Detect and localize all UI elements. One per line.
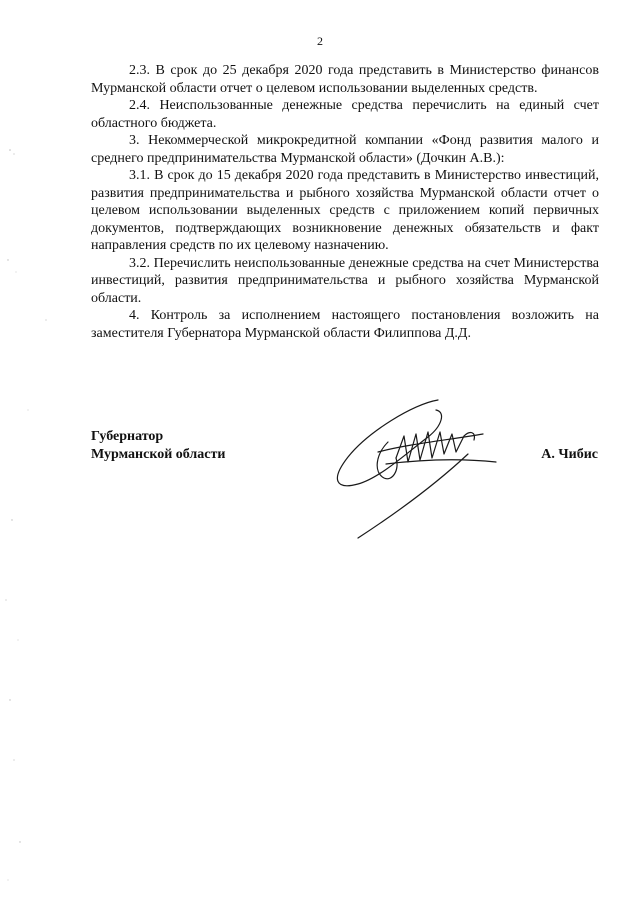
signatory-name: А. Чибис — [541, 447, 598, 462]
signatory-title-line1: Губернатор — [91, 429, 164, 444]
handwritten-signature-icon — [318, 392, 508, 542]
page-number: 2 — [317, 34, 323, 48]
paragraph-3-2: 3.2. Перечислить неиспользованные денежные средства на счет Министерства инвестиций, развития предпринимательства и рыбного хозяйства Мурманской области. — [91, 255, 599, 306]
paragraph-4: 4. Контроль за исполнением настоящего постановления возложить на заместителя Губернатора Мурманской области Филиппова Д.Д. — [91, 308, 599, 341]
signatory-title — [91, 428, 225, 463]
paragraph-3-1: 3.1. В срок до 15 декабря 2020 года представить в Министерство инвестиций, развития предпринимательства и рыбного хозяйства Мурманской области отчет о целевом использовании выделенных средств с приложением копий первичных документов, подтверждающих возникновение денежных обязательств и факт направления средств по их целевому назначению. — [91, 168, 599, 253]
paragraph-2-3: 2.3. В срок до 25 декабря 2020 года представить в Министерство финансов Мурманской области отчет о целевом использовании выделенных средств. — [91, 63, 599, 96]
signatory-title-line2: Мурманской области — [91, 446, 226, 462]
paragraph-3: 3. Некоммерческой микрокредитной компании «Фонд развития малого и среднего предпринимательства Мурманской области» (Дочкин А.В.): — [91, 133, 599, 166]
paragraph-2-4: 2.4. Неиспользованные денежные средства перечислить на единый счет областного бюджета. — [91, 98, 599, 131]
document-body — [91, 62, 599, 342]
